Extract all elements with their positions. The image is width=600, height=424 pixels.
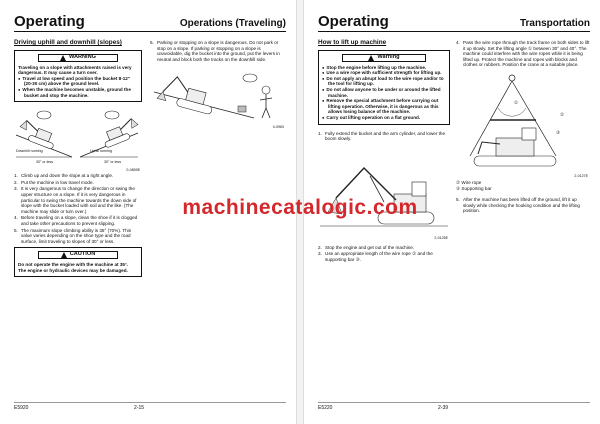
warning-bullet: ● Travel at low speed and position the bucket 8-12" (20-30 cm) above the ground level. [18,76,138,87]
right-steps-a [318,131,450,142]
step-item: 4. Before traveling on a slope, clean the shoe if it is clogged and take other precautions to prevent slipping. [14,215,138,226]
step-item: 1. Fully extend the bucket and the arm cylinder, and lower the boom slowly. [318,130,446,142]
right-header [318,10,590,32]
left-section: Operations (Traveling) [179,18,286,29]
right-steps-d [456,197,590,214]
warning-bullet: ● When the machine becomes unstable, ground the bucket and stop the machine. [18,87,138,98]
right-section: Transportation [519,18,590,29]
slope-figure [14,105,142,173]
figure-code: 0-0963 [272,124,284,129]
step-item: 2. Stop the engine and get out of the machine. [318,244,415,250]
warning-intro: Traveling on a slope with attachments raised is very dangerous. It may cause a turn over. [18,64,132,76]
caution-header [38,251,118,259]
warning-bullet: ● Use a wire rope with sufficient strength for lifting up. [322,70,446,76]
step-item: 1. Climb up and down the slope at a right angle. [14,173,114,179]
warning-icon [60,55,66,61]
right-subheading: How to lift up machine [318,39,387,46]
warning-bullet: ● Stop the engine before lifting up the machine. [322,65,446,71]
lifting-illustration [456,72,590,176]
step-item: 6. Parking or stopping on a slope is dangerous. Do not park or stop on a slope. If parking or stopping on a slope is unavoidable, dig the bucket into the ground, put the levers in neutral and block both the tracks on the downhill side. [150,40,280,62]
warning-icon [368,55,374,61]
right-footer-line [318,402,590,403]
left-footer-model: E5920 [14,405,29,411]
figure-label-downhill: Downhill running [16,149,43,154]
step-item: 3. It is very dangerous to change the direction or swing the upper structure on a slope. If it is very dangerous in particular to swing the machine towards the down side of slope with the bucket loaded with soil and the like. (The machine may slide or turn over.) [14,186,137,214]
boom-illustration [318,146,450,238]
step-item: 4. Pass the wire rope through the track frame on both sides to lift it up slowly. Set the lifting angle ① between 30° and 40°. The machine could interfere with the wire ropes while it is being lifted up. Protect the machine and ropes with blocks and clothes or rubbers. Position the crane at a suitable place. [456,40,590,68]
left-footer-line [14,402,286,403]
figure-label-angle: 30° or less [104,160,122,165]
legend-item: ③ Supporting bar [456,185,492,191]
left-header [14,10,286,32]
left-col-2 [150,40,286,130]
left-subheading: Driving uphill and downhill (slopes) [14,39,122,46]
caution-line: Do not operate the engine with the machine at 35°. [18,262,129,268]
warning-bullet: ● Do not allow anyone to be under or around the lifted machine. [322,87,446,98]
left-col-1 [14,40,142,277]
step-item: 2. Put the machine in low travel mode. [14,179,94,185]
marker-supporting-bar: ③ [556,129,560,135]
caution-line: The engine or hydraulic devices may be damaged. [18,267,128,273]
step-item: 5. The maximum slope climbing ability is 35° (70%). This value varies depending on the shoe type and the road surface, limit traveling to slopes of 30° or less. [14,227,131,244]
left-footer-page: 2-15 [134,405,145,411]
parking-figure [150,68,286,130]
warning-label: Warning [377,53,400,60]
right-steps-c [456,40,590,68]
marker-wire-rope: ② [560,111,564,117]
right-footer-model: E5220 [318,405,333,411]
slope-illustration [14,105,142,169]
right-title: Operating [318,13,389,30]
lifting-figure [456,72,590,180]
marker-angle: ① [514,99,518,105]
warning-bullet: ● Carry out lifting operation on a flat ground. [322,115,446,121]
left-steps-cont [150,40,286,62]
legend-item: ② Wire rope [456,179,482,185]
right-col-2 [456,40,590,215]
warning-header [38,54,118,62]
watermark-text: machinecatalogic.com [182,196,418,219]
figure-label-angle: 30° or less [36,160,54,165]
right-col-1 [318,40,450,264]
left-title: Operating [14,13,85,30]
right-steps-b [318,245,450,263]
step-item: 3. Use an appropriate length of the wire rope ② and the supporting bar ③. [318,251,433,262]
figure-code: 2-0127E [574,174,588,179]
figure-code: 2-0125E [434,236,448,241]
right-footer-page: 2-39 [438,405,449,411]
parking-illustration [150,68,286,126]
caution-box [14,247,142,277]
boom-figure [318,146,450,242]
caution-label: CAUTION [69,251,96,258]
warning-bullet: ● Do not apply an abrupt load to the wire rope and/or to the tool for lifting up. [322,76,446,87]
warning-box [318,50,450,125]
warning-header [342,54,426,62]
figure-code: 0-0859E [126,167,140,172]
left-steps [14,173,142,244]
warning-bullet: ● Remove the special attachment before carrying out lifting operation. Otherwise, it is dangerous as this allows losing balance of the machine. [322,98,446,115]
warning-box [14,50,142,103]
step-item: 5. After the machine has been lifted off the ground, lift it up slowly while checking the hooking condition and the lifting position. [456,197,580,214]
caution-icon [61,252,67,258]
figure-label-uphill: Uphill running [90,149,112,154]
warning-label: WARNING [68,53,97,60]
